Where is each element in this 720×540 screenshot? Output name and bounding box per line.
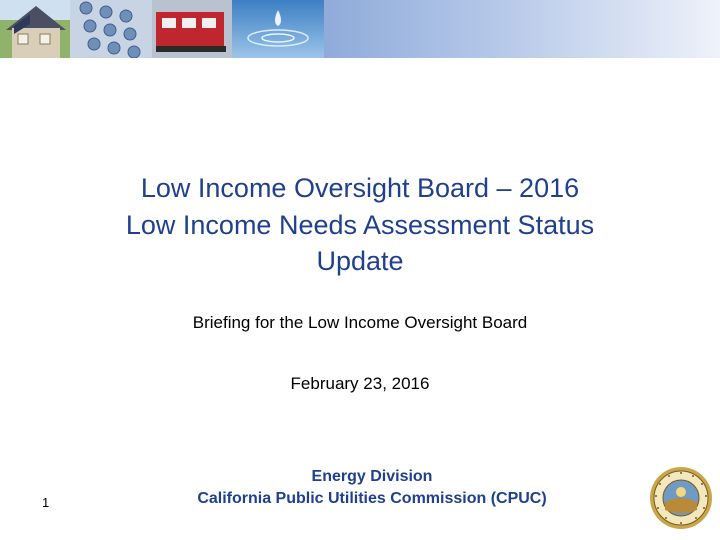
slide-title <box>40 170 680 280</box>
title-line-1: Low Income Oversight Board – 2016 <box>140 173 580 203</box>
title-line-2: Low Income Needs Assessment Status <box>125 209 595 240</box>
slide-date: February 23, 2016 <box>290 374 430 393</box>
slide-subtitle: Briefing for the Low Income Oversight Board <box>192 313 528 332</box>
water-drop-photo <box>232 0 324 58</box>
house-photo <box>0 0 70 58</box>
header-banner <box>0 0 720 58</box>
train-photo <box>152 0 232 58</box>
slide-number: 1 <box>42 495 50 510</box>
footer-organization: California Public Utilities Commission (CPUC) <box>197 489 547 507</box>
footer-division: Energy Division <box>311 468 433 485</box>
slide-footer <box>150 466 594 509</box>
cpuc-seal-icon <box>649 466 713 530</box>
phone-keypad-photo <box>70 0 152 58</box>
title-line-3: Update <box>316 246 404 277</box>
